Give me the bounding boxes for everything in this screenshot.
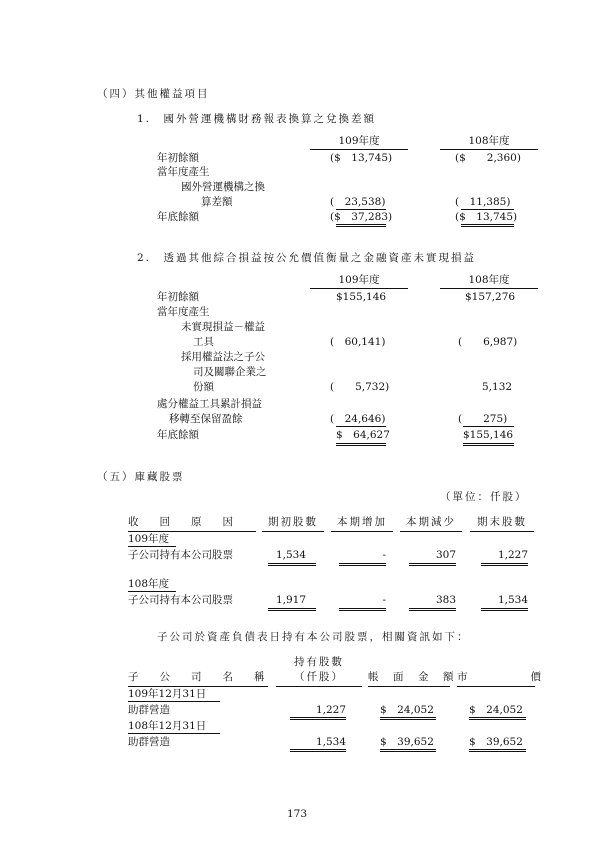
item1-col-109-rule	[310, 149, 408, 150]
year-underline	[128, 591, 176, 592]
item2-row-v1: $155,146	[336, 291, 387, 303]
total-double-rule	[290, 749, 346, 752]
item2-total-double-rule	[463, 443, 514, 446]
unit-label: （單位：仟股）	[440, 491, 528, 503]
date-underline	[128, 701, 220, 702]
date-label: 108年12月31日	[128, 720, 207, 732]
header-rule	[128, 531, 256, 532]
item2-row-v1: ( 60,141)	[330, 336, 386, 348]
treasury-decrease: 307	[435, 549, 456, 561]
item1-row-v1: ($ 37,283)	[330, 211, 393, 223]
item1-subtotal-rule	[336, 209, 386, 210]
item2-row-v1: ( 5,732)	[330, 381, 390, 393]
item1-col-109: 109年度	[338, 135, 380, 147]
treasury-closing: 1,534	[497, 594, 528, 606]
shares-held: 1,227	[315, 704, 346, 716]
item2-subtotal-rule	[336, 426, 386, 427]
treasury-reason: 子公司持有本公司股票	[128, 549, 233, 561]
item1-col-108-rule	[440, 149, 538, 150]
col-header-opening: 期初股數	[268, 516, 318, 528]
date-label: 109年12月31日	[128, 688, 207, 700]
treasury-opening: 1,917	[275, 594, 306, 606]
header-rule	[368, 686, 450, 687]
col-header-market-value: 市 價	[457, 671, 541, 683]
item1-row-v1: ( 23,538)	[330, 196, 386, 208]
year-label: 108年度	[128, 578, 170, 590]
section-4-title: （四）其他權益項目	[97, 88, 210, 100]
section-5-title: （五）庫藏股票	[97, 471, 185, 483]
col-header-shares-unit: （仟股）	[294, 671, 344, 683]
treasury-decrease: 383	[435, 594, 456, 606]
item2-row-label: 年初餘額	[157, 291, 199, 303]
item1-row-label: 年底餘額	[157, 211, 199, 223]
total-double-rule	[380, 717, 436, 720]
shares-held: 1,534	[315, 736, 346, 748]
item2-row-label: 當年度產生	[157, 306, 210, 318]
item2-row-label: 未實現損益－權益	[181, 321, 265, 333]
col-header-decrease: 本期減少	[406, 516, 456, 528]
item2-row-v2: ( 6,987)	[458, 336, 518, 348]
header-rule	[331, 531, 393, 532]
year-underline	[128, 546, 176, 547]
header-rule	[128, 686, 268, 687]
item2-col-109: 109年度	[338, 274, 380, 286]
treasury-increase: -	[382, 549, 386, 561]
header-rule	[262, 531, 324, 532]
item2-row-label: 工具	[193, 336, 214, 348]
item2-row-label: 司及關聯企業之	[193, 366, 267, 378]
item2-row-v2: $155,146	[463, 429, 514, 441]
item2-row-v1: ( 24,646)	[330, 413, 386, 425]
item1-total-double-rule	[336, 224, 386, 227]
item2-row-label: 處分權益工具累計損益	[157, 398, 262, 410]
total-double-rule	[481, 563, 528, 566]
treasury-opening: 1,534	[275, 549, 306, 561]
item1-total-double-rule	[461, 224, 514, 227]
year-label: 109年度	[128, 533, 170, 545]
treasury-increase: -	[382, 594, 386, 606]
col-header-subsidiary: 子 公 司 名 稱	[128, 671, 265, 683]
header-rule	[470, 531, 534, 532]
total-double-rule	[380, 749, 436, 752]
item2-col-109-rule	[310, 288, 408, 289]
item1-row-v2: ( 11,385)	[455, 196, 511, 208]
item1-row-label: 算差額	[201, 196, 233, 208]
col-header-shares: 持有股數	[294, 656, 344, 668]
item2-col-108: 108年度	[468, 274, 510, 286]
market-value: $ 39,652	[469, 736, 523, 748]
subsidiary-name: 助群營造	[128, 736, 170, 748]
item1-row-v2: ($ 2,360)	[455, 152, 521, 164]
col-header-closing: 期末股數	[477, 516, 527, 528]
item1-subtotal-rule	[461, 209, 514, 210]
item2-row-label: 年底餘額	[157, 429, 199, 441]
total-double-rule	[469, 717, 526, 720]
treasury-closing: 1,227	[497, 549, 528, 561]
col-header-book-value: 帳 面 金 額	[368, 671, 456, 683]
subsidiary-note: 子公司於資產負債表日持有本公司股票，相關資訊如下：	[157, 631, 470, 643]
header-rule	[400, 531, 462, 532]
item1-row-v1: ($ 13,745)	[330, 152, 393, 164]
item2-subtotal-rule	[463, 426, 514, 427]
book-value: $ 24,052	[380, 704, 434, 716]
item2-row-v2: $157,276	[465, 291, 516, 303]
total-double-rule	[409, 608, 456, 611]
item2-row-label: 份額	[193, 381, 214, 393]
item2-row-v1: $ 64,627	[336, 429, 390, 441]
total-double-rule	[268, 563, 316, 566]
item2-title: 2. 透過其他綜合損益按公允價值衡量之金融資產未實現損益	[137, 252, 477, 264]
col-header-increase: 本期增加	[337, 516, 387, 528]
date-underline	[128, 733, 220, 734]
book-value: $ 39,652	[380, 736, 434, 748]
total-double-rule	[481, 608, 528, 611]
item2-row-v2: ( 275)	[458, 413, 508, 425]
total-double-rule	[339, 563, 386, 566]
item2-row-label: 採用權益法之子公	[181, 351, 265, 363]
total-double-rule	[290, 717, 346, 720]
item1-title: 1. 國外營運機構財務報表換算之兌換差額	[137, 113, 377, 125]
total-double-rule	[339, 608, 386, 611]
page-number: 173	[286, 808, 308, 820]
header-rule	[276, 686, 362, 687]
item2-col-108-rule	[440, 288, 538, 289]
item2-row-label: 移轉至保留盈餘	[169, 413, 243, 425]
header-rule	[457, 686, 535, 687]
col-header-reason: 收 回 原 因	[128, 516, 233, 528]
market-value: $ 24,052	[469, 704, 523, 716]
subsidiary-name: 助群營造	[128, 704, 170, 716]
total-double-rule	[268, 608, 316, 611]
total-double-rule	[409, 563, 456, 566]
item1-row-label: 國外營運機構之換	[181, 181, 265, 193]
item1-row-label: 年初餘額	[157, 152, 199, 164]
item2-row-v2: 5,132	[482, 381, 513, 393]
item2-total-double-rule	[336, 443, 386, 446]
item1-row-label: 當年度產生	[157, 166, 210, 178]
item1-row-v2: ($ 13,745)	[455, 211, 518, 223]
item1-col-108: 108年度	[468, 135, 510, 147]
total-double-rule	[469, 749, 526, 752]
treasury-reason: 子公司持有本公司股票	[128, 594, 233, 606]
